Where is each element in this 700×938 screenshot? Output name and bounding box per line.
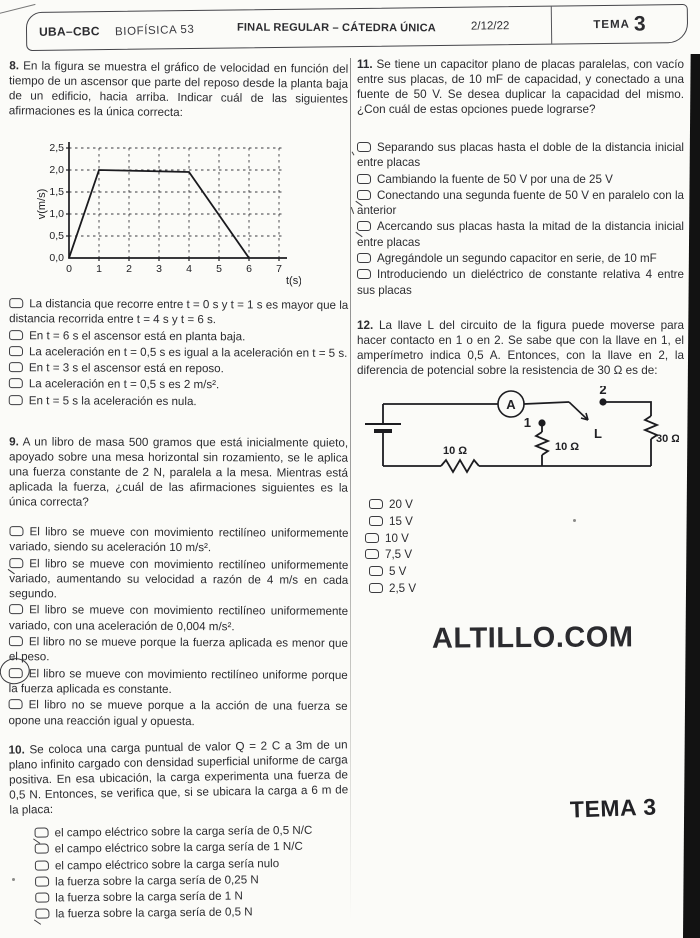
tema-number: 3 bbox=[633, 11, 646, 36]
option-label: Conectando una segunda fuente de 50 V en paralelo con la anterior bbox=[357, 188, 684, 218]
header-org: UBA–CBC bbox=[38, 23, 100, 39]
checkbox[interactable] bbox=[357, 190, 371, 200]
checkbox[interactable] bbox=[9, 379, 23, 389]
answer-option[interactable] bbox=[357, 251, 684, 266]
checkbox[interactable] bbox=[9, 330, 23, 340]
svg-text:3: 3 bbox=[156, 263, 162, 275]
answer-option[interactable] bbox=[9, 603, 348, 635]
option-label: 10 V bbox=[385, 531, 409, 545]
gridlines bbox=[69, 148, 285, 258]
question-11-text: 11. Se tiene un capacitor plano de placas paralelas, con vacío entre sus placas, de 10 mF de capacidad, y conectado a una fuente de 50 V. Se desea duplicar la capacidad del mismo. ¿Con cuál de estas opciones puede lograrse? bbox=[357, 58, 685, 116]
checkbox[interactable] bbox=[357, 142, 371, 152]
resistor-bottom-label: 10 Ω bbox=[443, 444, 468, 457]
header-exam-title: FINAL REGULAR – CÁTEDRA ÚNICA bbox=[236, 21, 436, 34]
header-course: BIOFÍSICA 53 bbox=[114, 23, 195, 38]
answer-option[interactable] bbox=[35, 887, 348, 906]
answer-option[interactable] bbox=[9, 666, 348, 698]
option-label: 20 V bbox=[389, 497, 413, 511]
option-label: el campo eléctrico sobre la carga sería de 0,5 N/C bbox=[54, 823, 313, 840]
checkbox[interactable] bbox=[35, 909, 49, 919]
svg-text:0,0: 0,0 bbox=[49, 252, 64, 264]
svg-text:1: 1 bbox=[96, 263, 102, 275]
option-label: Introduciendo un dieléctrico de constante relativa 4 entre sus placas bbox=[357, 268, 684, 297]
checkbox[interactable] bbox=[357, 174, 371, 184]
option-label: 7,5 V bbox=[385, 548, 413, 562]
answer-option[interactable] bbox=[365, 547, 684, 563]
answer-option[interactable] bbox=[357, 188, 684, 219]
x-axis-label: t(s) bbox=[286, 275, 301, 287]
right-column bbox=[357, 57, 684, 598]
resistor-middle-label: 10 Ω bbox=[555, 440, 580, 453]
checkbox[interactable] bbox=[9, 395, 23, 405]
checkbox[interactable] bbox=[35, 844, 49, 854]
checkbox[interactable] bbox=[369, 583, 383, 593]
question-8-options bbox=[9, 296, 349, 410]
contact-1-label: 1 bbox=[523, 414, 531, 430]
option-label: El libro se mueve con movimiento rectilíneo uniformemente variado, aumentando su velocidad a razón de 4 m/s en cada segundo. bbox=[9, 556, 349, 601]
option-label: 2,5 V bbox=[389, 581, 417, 595]
checkbox[interactable] bbox=[35, 860, 49, 870]
answer-option[interactable] bbox=[357, 140, 684, 171]
checkbox[interactable] bbox=[9, 605, 23, 615]
option-label: El libro no se mueve porque a la acción de una fuerza se opone una reacción igual y opuesta. bbox=[8, 698, 348, 728]
checkbox[interactable] bbox=[9, 346, 23, 356]
option-label: En t = 3 s el ascensor está en reposo. bbox=[28, 361, 224, 376]
svg-text:5: 5 bbox=[216, 263, 222, 275]
x-tick-labels bbox=[66, 263, 282, 275]
option-label: la fuerza sobre la carga sería de 0,5 N bbox=[55, 905, 253, 921]
svg-text:0: 0 bbox=[66, 263, 72, 275]
pen-circle bbox=[9, 666, 29, 681]
question-11-options bbox=[357, 140, 684, 298]
checkbox[interactable] bbox=[35, 827, 49, 837]
pen-mark bbox=[352, 152, 355, 156]
svg-text:0,5: 0,5 bbox=[49, 230, 64, 242]
option-label: La aceleración en t = 0,5 s es 2 m/s². bbox=[28, 377, 220, 392]
checkbox[interactable] bbox=[357, 221, 371, 231]
question-9-options bbox=[8, 524, 348, 730]
answer-option[interactable] bbox=[35, 871, 348, 890]
checkbox[interactable] bbox=[9, 298, 23, 308]
svg-text:7: 7 bbox=[276, 263, 282, 275]
header-date: 2/12/22 bbox=[470, 19, 510, 33]
answer-option[interactable] bbox=[9, 634, 348, 666]
option-label: El libro se mueve con movimiento rectilíneo uniforme porque la fuerza aplicada es constante. bbox=[8, 666, 348, 697]
circuit-diagram bbox=[359, 386, 684, 491]
option-label: la fuerza sobre la carga sería de 1 N bbox=[55, 889, 243, 905]
switch-label: L bbox=[594, 425, 602, 441]
checkbox[interactable] bbox=[365, 533, 379, 543]
svg-text:2: 2 bbox=[126, 263, 132, 275]
option-label: Agregándole un segundo capacitor en serie, de 10 mF bbox=[377, 252, 657, 266]
checkbox[interactable] bbox=[369, 516, 383, 526]
question-8-text: 8. En la figura se muestra el gráfico de velocidad en función del tiempo de un ascensor que parte del reposo desde la planta baja de un edificio, hacia arriba. Indicar cuál de las siguientes afirmaciones es la única correcta: bbox=[8, 59, 349, 120]
contact-2-dot bbox=[599, 398, 606, 405]
checkbox[interactable] bbox=[357, 269, 371, 279]
answer-option[interactable] bbox=[9, 393, 348, 410]
y-axis-label: v(m/s) bbox=[36, 188, 48, 220]
scan-corner-line bbox=[0, 4, 35, 15]
answer-option[interactable] bbox=[369, 581, 684, 597]
checkbox[interactable] bbox=[369, 499, 383, 509]
option-label: la fuerza sobre la carga sería de 0,25 N bbox=[55, 873, 259, 889]
circuit-svg bbox=[359, 386, 679, 486]
question-12-options bbox=[369, 497, 684, 597]
option-label: el campo eléctrico sobre la carga sería de 1 N/C bbox=[54, 840, 303, 856]
answer-option[interactable] bbox=[357, 219, 684, 250]
answer-option[interactable] bbox=[9, 556, 348, 604]
question-12-text: 12. La llave L del circuito de la figura puede moverse para hacer contacto en 1 o en 2. Se sabe que con la llave en 1, el amperímetro indica 0,5 A. Entonces, con la llave en 2, la diferencia de potencial sobre la resistencia de 30 Ω es de: bbox=[357, 318, 685, 377]
checkbox[interactable] bbox=[9, 362, 23, 372]
question-9-number: 9. bbox=[9, 435, 19, 449]
option-label: En t = 5 s la aceleración es nula. bbox=[28, 393, 197, 408]
answer-option[interactable] bbox=[9, 377, 348, 394]
option-label: 15 V bbox=[389, 514, 413, 528]
altillo-watermark: ALTILLO.COM bbox=[431, 621, 634, 655]
svg-text:4: 4 bbox=[186, 263, 192, 275]
checkbox[interactable] bbox=[35, 876, 49, 886]
question-12-number: 12. bbox=[357, 318, 374, 332]
checkbox[interactable] bbox=[9, 636, 23, 646]
option-label: En t = 6 s el ascensor está en planta baja. bbox=[29, 328, 246, 343]
svg-text:2,0: 2,0 bbox=[49, 164, 64, 176]
tema-label: TEMA bbox=[593, 18, 631, 31]
resistor-right-label: 30 Ω bbox=[656, 432, 679, 445]
checkbox[interactable] bbox=[357, 253, 371, 263]
answer-option[interactable] bbox=[369, 564, 684, 580]
column-divider-line bbox=[350, 58, 351, 920]
answer-option[interactable] bbox=[357, 172, 684, 187]
answer-option[interactable] bbox=[357, 267, 684, 298]
answer-option[interactable] bbox=[365, 531, 684, 547]
svg-text:1,5: 1,5 bbox=[49, 186, 64, 198]
answer-option[interactable] bbox=[8, 697, 347, 729]
checkbox[interactable] bbox=[9, 668, 23, 678]
checkbox[interactable] bbox=[9, 526, 23, 536]
question-11-number: 11. bbox=[357, 58, 373, 71]
tema-footer: TEMA 3 bbox=[569, 793, 657, 823]
answer-option[interactable] bbox=[9, 360, 348, 377]
option-label: El libro no se mueve porque la fuerza aplicada es menor que el peso. bbox=[8, 635, 348, 664]
question-9-text: 9. A un libro de masa 500 gramos que está inicialmente quieto, apoyado sobre una mesa horizontal sin rozamiento, se le aplica una fuerza constante de 2 N, paralela a la mesa. Mientras está aplicada la fuerza, ¿cuál de las afirmaciones siguientes es la única correcta? bbox=[8, 435, 349, 509]
checkbox[interactable] bbox=[369, 566, 383, 576]
answer-option[interactable] bbox=[35, 855, 348, 874]
answer-option[interactable] bbox=[369, 514, 684, 530]
answer-option[interactable] bbox=[369, 497, 684, 513]
velocity-time-graph bbox=[33, 130, 348, 293]
option-label: Separando sus placas hasta el doble de la distancia inicial entre placas bbox=[357, 141, 684, 170]
option-label: La distancia que recorre entre t = 0 s y t = 1 s es mayor que la distancia recorrida entre t = 4 s y t = 6 s. bbox=[9, 297, 349, 327]
checkbox[interactable] bbox=[365, 549, 379, 559]
checkbox[interactable] bbox=[35, 893, 49, 903]
option-label: Cambiando la fuente de 50 V por una de 25 V bbox=[377, 172, 613, 186]
answer-option[interactable] bbox=[9, 296, 348, 328]
answer-option[interactable] bbox=[9, 524, 348, 556]
axes bbox=[69, 142, 287, 258]
velocity-graph-svg bbox=[33, 130, 301, 288]
question-8-number: 8. bbox=[9, 59, 20, 73]
option-label: 5 V bbox=[389, 565, 407, 579]
scan-edge-bar bbox=[683, 54, 700, 938]
option-label: La aceleración en t = 0,5 s es igual a la aceleración en t = 5 s. bbox=[28, 345, 348, 360]
contact-1-dot bbox=[538, 419, 545, 426]
option-label: Acercando sus placas hasta la mitad de la distancia inicial entre placas bbox=[357, 220, 684, 249]
contact-2-label: 2 bbox=[599, 385, 607, 397]
question-10-text: 10. Se coloca una carga puntual de valor Q = 2 C a 3m de un plano infinito cargado con densidad superficial uniforme de carga positiva. En esa ubicación, la carga experimenta una fuerza de 0,5 N. Entonces, se verifica que, si se ubicara la carga a 6 m de la placa: bbox=[8, 738, 349, 817]
ammeter-label: A bbox=[506, 396, 516, 412]
answer-option[interactable] bbox=[35, 904, 348, 923]
svg-text:1,0: 1,0 bbox=[49, 208, 64, 220]
question-10-options bbox=[35, 822, 349, 922]
answer-option[interactable] bbox=[35, 839, 348, 858]
left-column bbox=[9, 60, 348, 922]
option-label: el campo eléctrico sobre la carga sería nulo bbox=[54, 856, 280, 872]
answer-option[interactable] bbox=[9, 328, 348, 345]
header-tema bbox=[552, 11, 687, 37]
checkbox[interactable] bbox=[9, 558, 23, 568]
answer-option[interactable] bbox=[9, 344, 348, 361]
tick-marks bbox=[66, 148, 279, 261]
svg-text:2,5: 2,5 bbox=[49, 142, 64, 154]
answer-option[interactable] bbox=[35, 822, 348, 841]
checkbox[interactable] bbox=[9, 699, 23, 709]
y-tick-labels bbox=[49, 142, 64, 264]
option-label: El libro se mueve con movimiento rectilíneo uniformemente variado, siendo su aceleración 10 m/s². bbox=[9, 525, 349, 555]
svg-text:6: 6 bbox=[246, 263, 252, 275]
exam-header bbox=[26, 4, 688, 51]
option-label: El libro se mueve con movimiento rectilíneo uniformemente variado, con una aceleración de 0,004 m/s². bbox=[8, 603, 349, 634]
question-10-number: 10. bbox=[8, 743, 25, 757]
